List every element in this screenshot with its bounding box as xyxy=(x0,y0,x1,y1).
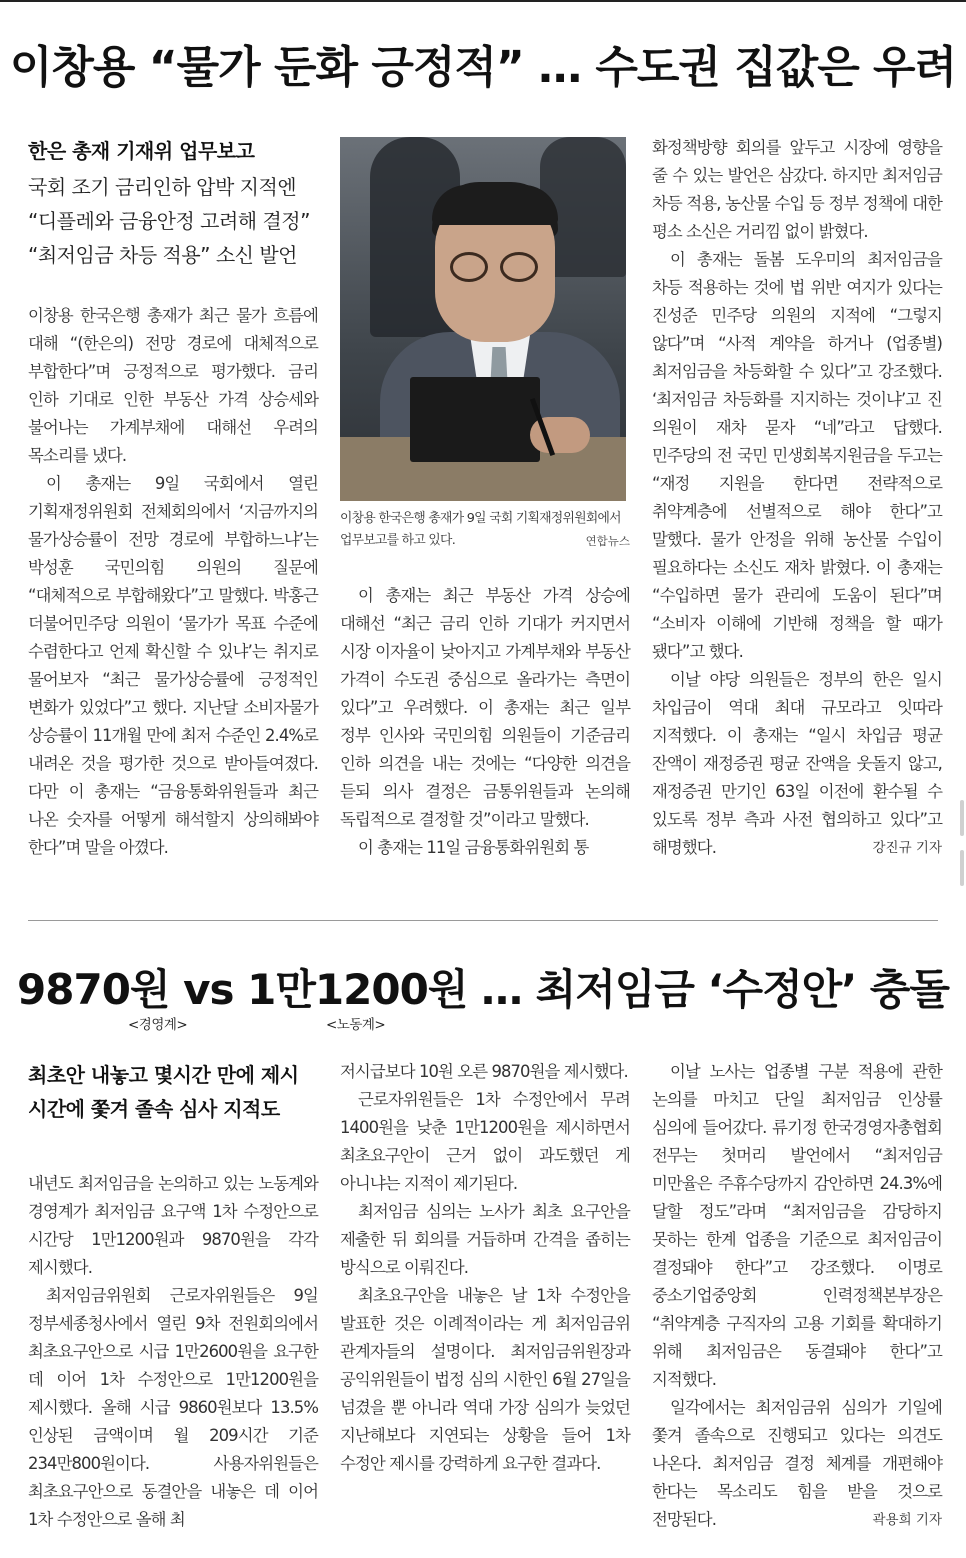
paragraph: 최초요구안을 내놓은 날 1차 수정안을 발표한 것은 이례적이라는 게 최저임금위 관계자들의 설명이다. 최저임금위원장과 공익위원들이 법정 심의 시한인 6월 27일을 넘겼을 뿐 아니라 역대 가장 심의가 늦었던 지난해보다 지연되는 상황을 들어 1차 수정안 제시를 강력하게 요구한 결과다. xyxy=(340,1286,630,1473)
paragraph: 이 총재는 11일 금융통화위원회 통 xyxy=(358,838,589,857)
paragraph: 이 총재는 최근 부동산 가격 상승에 대해선 “최근 금리 인하 기대가 커지면서 시장 이자율이 낮아지고 가계부채와 부동산 가격이 수도권 중심으로 올라가는 측면이 있다”고 우려했다. 이 총재는 최근 일부 정부 인사와 국민의힘 의원들이 기준금리 인하 의견을 내는 것에는 “다양한 의견을 듣되 의사 결정은 금통위원들과 논의해 독립적으로 결정할 것”이라고 말했다. xyxy=(340,586,630,829)
byline: 곽용희 기자 xyxy=(872,1512,942,1528)
article2-subheads xyxy=(28,1058,299,1126)
label-workers: <노동계> xyxy=(326,1017,386,1033)
paragraph: 근로자위원들은 1차 수정안에서 무려 1400원을 낮춘 1만1200원을 제시하면서 최초요구안이 근거 없이 과도했던 게 아니냐는 지적이 제기된다. xyxy=(340,1090,630,1193)
article1-subhead: “디플레와 금융안정 고려해 결정” xyxy=(28,209,310,233)
paragraph: 이 총재는 9일 국회에서 열린 기획재정위원회 전체회의에서 ‘지금까지의 물가상승률이 전망 경로에 부합하느냐’는 박성훈 국민의힘 의원의 질문에 “대체적으로 부합해왔다”고 말했다. 박홍근 더불어민주당 의원이 ‘물가가 목표 수준에 수렴한다고 언제 확신할 수 있냐’는 취지로 물어보자 “최근 물가상승률에 긍정적인 변화가 있었다”고 했다. 지난달 소비자물가 상승률이 11개월 만에 최저 수준인 2.4%로 내려온 것을 평가한 것으로 받아들여졌다. 다만 이 총재는 “금융통화위원들과 최근 나온 숫자를 어떻게 해석할지 상의해봐야 한다”며 말을 아꼈다. xyxy=(28,474,318,857)
byline: 강진규 기자 xyxy=(872,840,942,856)
article1-subhead: “최저임금 차등 적용” 소신 발언 xyxy=(28,243,297,267)
article2-column-2 xyxy=(340,1058,630,1478)
article1-column-1 xyxy=(28,302,318,862)
paragraph: 이 총재는 돌봄 도우미의 최저임금을 차등 적용하는 것에 법 위반 여지가 있다는 진성준 민주당 의원의 지적에 “그렇지 않다”며 “사적 계약을 하거나 (업종별) 최저임금을 차등화할 수 있다”고 강조했다. ‘최저임금 차등화를 지지하는 것이냐’고 진 의원이 재차 묻자 “네”라고 답했다. 민주당의 전 국민 민생회복지원금을 두고는 “재정 지원을 한다면 전략적으로 취약계층에 선별적으로 해야 한다”고 말했다. 물가 안정을 위해 농산물 수입이 필요하다는 소신도 재차 밝혔다. 이 총재는 “수입하면 물가 관리에 도움이 된다”며 “소비자 이해에 기반해 정책을 할 때가 됐다”고 했다. xyxy=(652,250,942,661)
caption-text: 이창용 한국은행 총재가 9일 국회 기획재정위원회에서 업무보고를 하고 있다. xyxy=(340,511,621,548)
scrollbar-thumb[interactable] xyxy=(960,800,964,836)
paragraph-text: 일각에서는 최저임금위 심의가 기일에 쫓겨 졸속으로 진행되고 있다는 의견도 나온다. 최저임금 결정 체계를 개편해야 한다는 목소리도 힘을 받을 것으로 전망된다. xyxy=(652,1398,942,1529)
article1-photo xyxy=(340,137,626,501)
paragraph: 저시급보다 10원 오른 9870원을 제시했다. xyxy=(340,1062,628,1081)
article2-headline: 9870원 vs 1만1200원 … 최저임금 ‘수정안’ 충돌 xyxy=(17,965,949,1014)
top-rule xyxy=(0,0,966,2)
article1-column-3 xyxy=(652,134,942,862)
photo-caption xyxy=(340,508,630,552)
article-divider xyxy=(28,920,938,921)
paragraph-text: 이날 야당 의원들은 정부의 한은 일시 차입금이 역대 최대 규모라고 잇따라 지적했다. 이 총재는 “일시 차입금 평균 잔액이 재정증권 평균 잔액을 웃돌지 않고, 재정증권 만기인 63일 이전에 환수될 수 있도록 정부 측과 사전 협의하고 있다”고 해명했다. xyxy=(652,670,942,857)
article1-column-2 xyxy=(340,582,630,862)
photo-credit: 연합뉴스 xyxy=(585,534,630,548)
paragraph: 이날 노사는 업종별 구분 적용에 관한 논의를 마치고 단일 최저임금 인상률 심의에 들어갔다. 류기정 한국경영자총협회 전무는 첫머리 발언에서 “최저임금 미만율은 주휴수당까지 감안하면 24.3%에 달할 정도”라며 “최저임금을 감당하지 못하는 한계 업종을 기준으로 최저임금이 결정돼야 한다”고 강조했다. 이명로 중소기업중앙회 인력정책본부장은 “취약계층 구직자의 고용 기회를 확대하기 위해 최저임금은 동결돼야 한다”고 지적했다. xyxy=(652,1062,942,1389)
article2-column-3 xyxy=(652,1058,942,1534)
article1-subhead: 국회 조기 금리인하 압박 지적엔 xyxy=(28,175,297,199)
article1-headline: 이창용 “물가 둔화 긍정적” … 수도권 집값은 우려 xyxy=(9,42,957,93)
paragraph: 최저임금위원회 근로자위원들은 9일 정부세종청사에서 열린 9차 전원회의에서 최초요구안으로 시급 1만2600원을 요구한 데 이어 1차 수정안으로 1만1200원을 제시했다. 올해 시급 9860원보다 13.5% 인상된 금액이며 월 209시간 기준 234만800원이다. 사용자위원들은 최초요구안으로 동결안을 내놓은 데 이어 1차 수정안으로 올해 최 xyxy=(28,1286,318,1529)
article2-subhead: 시간에 쫓겨 졸속 심사 지적도 xyxy=(28,1097,280,1121)
paragraph: 내년도 최저임금을 논의하고 있는 노동계와 경영계가 최저임금 요구액 1차 수정안으로 시간당 1만1200원과 9870원을 각각 제시했다. xyxy=(28,1174,318,1277)
paragraph: 이창용 한국은행 총재가 최근 물가 흐름에 대해 “(한은의) 전망 경로에 대체적으로 부합한다”며 긍정적으로 평가했다. 금리 인하 기대로 인한 부동산 가격 상승세와 불어나는 가계부채에 대해선 우려의 목소리를 냈다. xyxy=(28,306,318,465)
article1-subheads xyxy=(28,134,310,272)
paragraph: 화정책방향 회의를 앞두고 시장에 영향을 줄 수 있는 발언은 삼갔다. 하지만 최저임금 차등 적용, 농산물 수입 등 정부 정책에 대한 평소 소신은 거리낌 없이 밝혔다. xyxy=(652,138,942,241)
article1-kicker: 한은 총재 기재위 업무보고 xyxy=(28,139,255,163)
paragraph xyxy=(652,666,942,862)
paragraph xyxy=(652,1394,942,1534)
article2-subhead: 최초안 내놓고 몇시간 만에 제시 xyxy=(28,1063,299,1087)
label-employers: <경영계> xyxy=(128,1017,188,1033)
scrollbar-thumb[interactable] xyxy=(960,850,964,886)
paragraph: 최저임금 심의는 노사가 최초 요구안을 제출한 뒤 회의를 거듭하며 간격을 좁히는 방식으로 이뤄진다. xyxy=(340,1202,630,1277)
article2-column-1 xyxy=(28,1170,318,1534)
